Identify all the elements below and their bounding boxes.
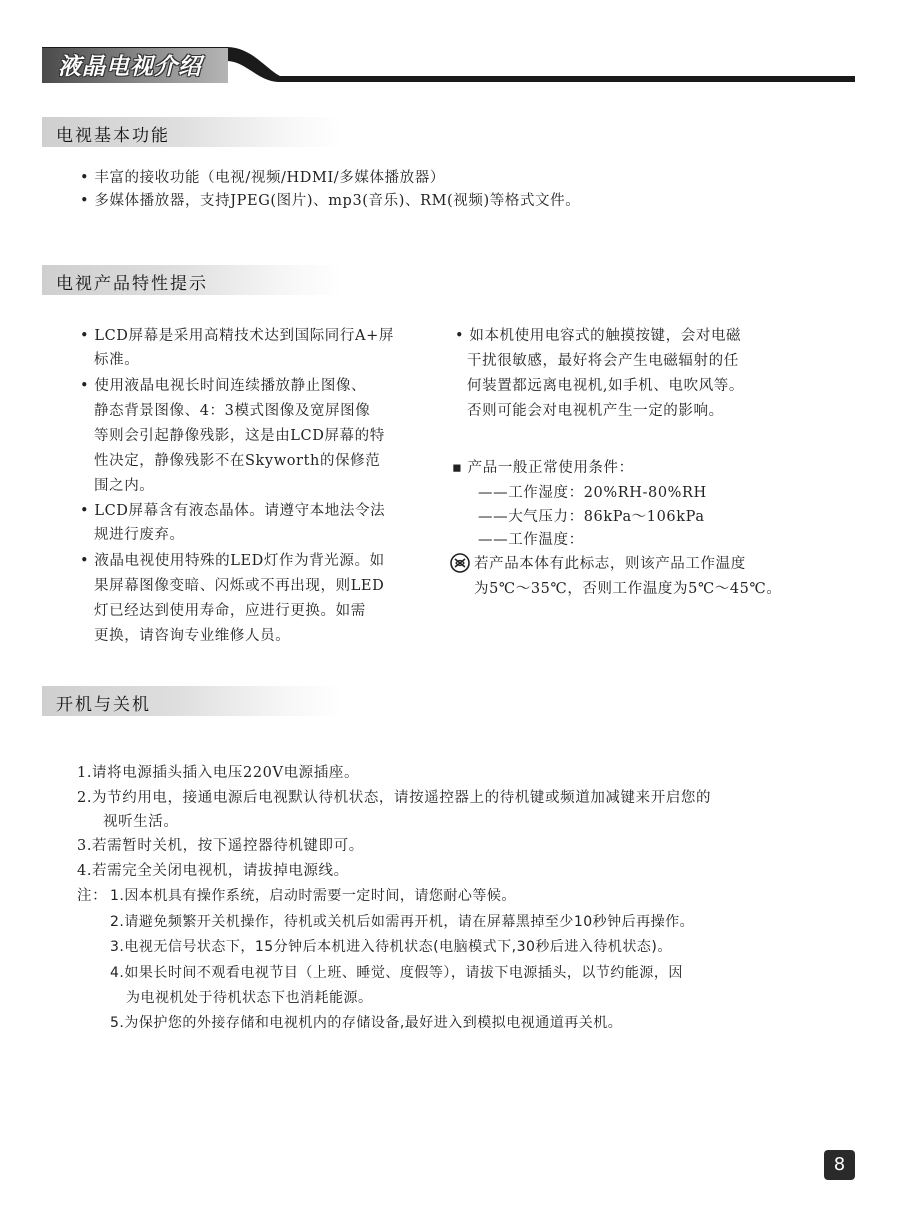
header-title: 液晶电视介绍 bbox=[58, 54, 202, 80]
feature-line: • 使用液晶电视长时间连续播放静止图像、 bbox=[80, 378, 367, 394]
feature-line: 规进行废弃。 bbox=[94, 527, 185, 543]
note-line: 2.请避免频繁开关机操作，待机或关机后如需再开机，请在屏幕黑掉至少10秒钟后再操作。 bbox=[110, 914, 695, 930]
temperature-mark-icon bbox=[450, 553, 470, 573]
note-line: 为电视机处于待机状态下也消耗能源。 bbox=[126, 990, 373, 1006]
feature-line: • 如本机使用电容式的触摸按键，会对电磁 bbox=[455, 328, 742, 344]
feature-line: • LCD屏幕是采用高精技术达到国际同行A+屏 bbox=[80, 328, 394, 344]
condition-line: ——工作温度： bbox=[478, 532, 584, 548]
section-basic-functions bbox=[42, 117, 342, 147]
feature-line: 更换，请咨询专业维修人员。 bbox=[94, 628, 291, 644]
step-line: 4.若需完全关闭电视机，请拔掉电源线。 bbox=[77, 863, 349, 879]
feature-line: 等则会引起静像残影，这是由LCD屏幕的特 bbox=[94, 428, 385, 444]
feature-line: 静态背景图像、4：3模式图像及宽屏图像 bbox=[94, 403, 371, 419]
step-line: 3.若需暂时关机，按下遥控器待机键即可。 bbox=[77, 838, 364, 854]
list-item: • 多媒体播放器，支持JPEG(图片)、mp3(音乐)、RM(视频)等格式文件。 bbox=[80, 193, 581, 209]
temperature-note-line: 为5℃～35℃，否则工作温度为5℃～45℃。 bbox=[474, 581, 782, 597]
page-number: 8 bbox=[824, 1150, 855, 1180]
feature-line: 标准。 bbox=[94, 352, 140, 368]
list-item: • 丰富的接收功能（电视/视频/HDMI/多媒体播放器） bbox=[80, 170, 445, 186]
section-power-on-off bbox=[42, 686, 342, 716]
feature-line: 否则可能会对电视机产生一定的影响。 bbox=[467, 403, 724, 419]
note-line: 5.为保护您的外接存储和电视机内的存储设备,最好进入到模拟电视通道再关机。 bbox=[110, 1015, 623, 1031]
feature-line: 灯已经达到使用寿命，应进行更换。如需 bbox=[94, 603, 366, 619]
feature-line: 性决定，静像残影不在Skyworth的保修范 bbox=[94, 453, 381, 469]
feature-line: • 液晶电视使用特殊的LED灯作为背光源。如 bbox=[80, 553, 385, 569]
feature-line: 围之内。 bbox=[94, 478, 155, 494]
section-title: 电视产品特性提示 bbox=[56, 274, 208, 294]
conditions-heading: ▪ 产品一般正常使用条件： bbox=[452, 460, 634, 476]
section-title: 开机与关机 bbox=[56, 695, 151, 715]
note-line: 3.电视无信号状态下，15分钟后本机进入待机状态(电脑模式下,30秒后进入待机状态)。 bbox=[110, 939, 672, 955]
feature-line: 干扰很敏感，最好将会产生电磁辐射的任 bbox=[467, 353, 739, 369]
feature-line: 何装置都远离电视机,如手机、电吹风等。 bbox=[467, 378, 745, 394]
note-label: 注： bbox=[77, 888, 108, 904]
feature-line: • LCD屏幕含有液态晶体。请遵守本地法令法 bbox=[80, 503, 386, 519]
note-line: 1.因本机具有操作系统，启动时需要一定时间，请您耐心等候。 bbox=[110, 888, 516, 904]
condition-line: ——大气压力：86kPa～106kPa bbox=[478, 509, 705, 525]
step-line: 1.请将电源插头插入电压220V电源插座。 bbox=[77, 765, 360, 781]
condition-line: ——工作湿度：20%RH-80%RH bbox=[478, 485, 707, 501]
step-line: 视听生活。 bbox=[103, 814, 179, 830]
temperature-note-line: 若产品本体有此标志，则该产品工作温度 bbox=[474, 556, 746, 572]
note-line: 4.如果长时间不观看电视节目（上班、睡觉、度假等），请拔下电源插头，以节约能源，因 bbox=[110, 965, 683, 981]
section-title: 电视基本功能 bbox=[56, 126, 170, 146]
section-product-features bbox=[42, 265, 342, 295]
step-line: 2.为节约用电，接通电源后电视默认待机状态，请按遥控器上的待机键或频道加减键来开启您的 bbox=[77, 790, 712, 806]
feature-line: 果屏幕图像变暗、闪烁或不再出现，则LED bbox=[94, 578, 385, 594]
